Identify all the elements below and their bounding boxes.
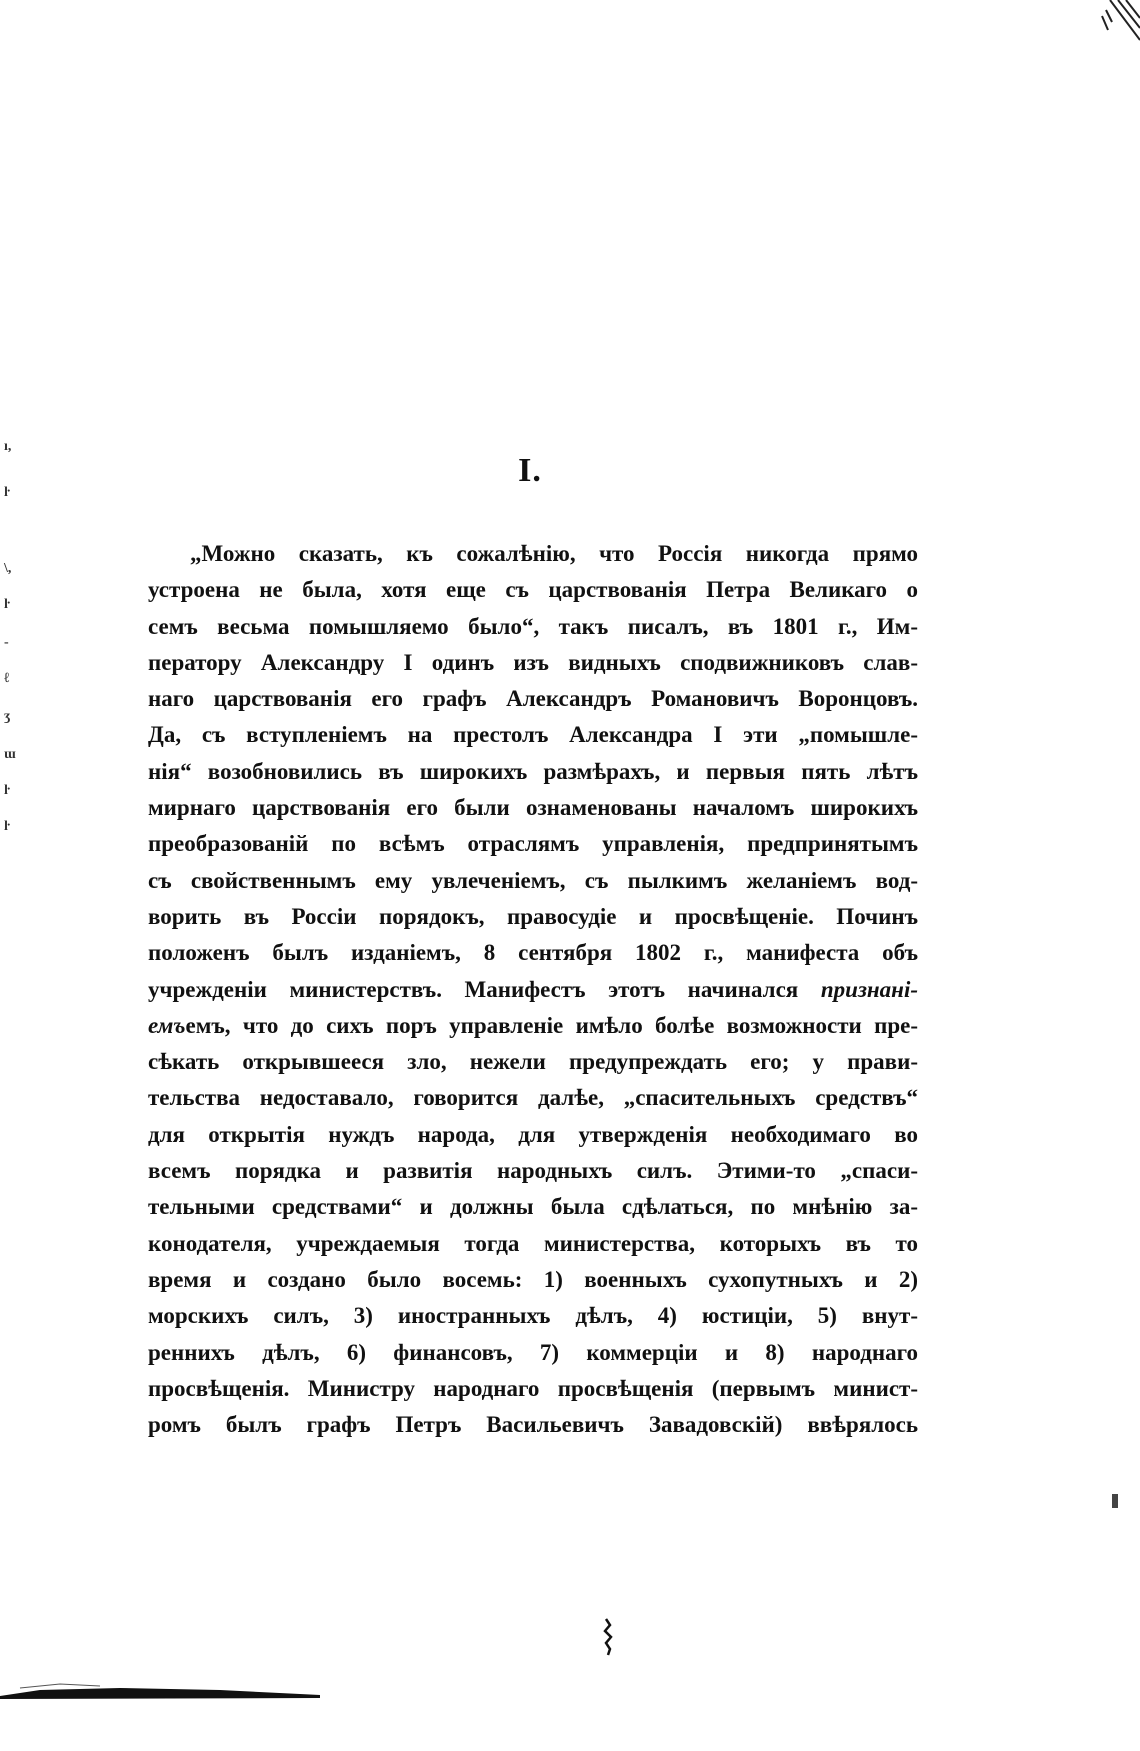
- text-line: всемъ порядка и развитія народныхъ силъ. Этими-то „спаси-: [148, 1158, 918, 1184]
- text-line: морскихъ силъ, 3) иностранныхъ дѣлъ, 4) юстиціи, 5) внут-: [148, 1303, 918, 1329]
- italic-word-cont: емъ: [148, 1012, 186, 1038]
- text-line: семъ весьма помышляемо было“, такъ писалъ, въ 1801 г., Им-: [148, 613, 918, 639]
- margin-mark: \,: [4, 561, 12, 576]
- text-line: время и создано было восемь: 1) военныхъ сухопутныхъ и 2): [148, 1266, 918, 1292]
- text-line: ператору Александру I одинъ изъ видныхъ сподвижниковъ слав-: [148, 649, 918, 675]
- text-line: „Можно сказать, къ сожалѣнію, что Россія никогда прямо: [190, 541, 918, 566]
- margin-mark: ı,: [4, 439, 12, 454]
- text-line: устроена не была, хотя еще съ царствованія Петра Великаго о: [148, 577, 918, 603]
- text-line: мирнаго царствованія его были ознаменованы началомъ широкихъ: [148, 795, 918, 821]
- text-segment: емъ, что до сихъ поръ управленіе имѣло болѣе возможности пре-: [185, 1012, 918, 1038]
- text-line: нія“ возобновились въ широкихъ размѣрахъ, и первыя пять лѣтъ: [148, 758, 918, 784]
- text-line: конодателя, учреждаемыя тогда министерства, которыхъ въ то: [148, 1230, 918, 1256]
- text-line: ворить въ Россіи порядокъ, правосудіе и просвѣщеніе. Починъ: [148, 903, 918, 929]
- margin-mark: ɯ: [4, 747, 16, 762]
- margin-mark: ŀ: [4, 819, 10, 834]
- text-line: положенъ былъ изданіемъ, 8 сентября 1802 г., манифеста объ: [148, 940, 918, 966]
- text-line: сѣкать открывшееся зло, нежели предупреждать его; у прави-: [148, 1049, 918, 1075]
- scan-streak-artifact: [0, 1670, 320, 1700]
- text-line: для открытія нуждъ народа, для утвержденія необходимаго во: [148, 1121, 918, 1147]
- margin-mark: ŀ: [4, 597, 10, 612]
- text-line: тельными средствами“ и должны была сдѣлаться, по мнѣнію за-: [148, 1194, 918, 1220]
- margin-mark: ŀ: [4, 485, 10, 500]
- text-line-with-italic: [148, 1008, 918, 1044]
- margin-mark: ŀ: [4, 783, 10, 798]
- margin-mark: ℓ: [4, 671, 10, 686]
- text-line: тельства недоставало, говорится далѣе, „спасительныхъ средствъ“: [148, 1085, 918, 1111]
- scan-corner-artifact: [1100, 0, 1140, 60]
- text-line: Да, съ вступленіемъ на престолъ Александра I эти „помышле-: [148, 722, 918, 748]
- text-line: наго царствованія его графъ Александръ Романовичъ Воронцовъ.: [148, 686, 918, 712]
- italic-word: признані-: [820, 976, 918, 1002]
- scan-edge-mark: [1112, 1494, 1118, 1508]
- chapter-numeral: I.: [518, 452, 542, 489]
- left-margin-marks: [4, 440, 26, 840]
- text-line: съ свойственнымъ ему увлеченіемъ, съ пылкимъ желаніемъ вод-: [148, 867, 918, 893]
- body-text: [148, 536, 918, 1443]
- text-line: ромъ былъ графъ Петръ Васильевичъ Завадовскій) ввѣрялось: [148, 1412, 918, 1438]
- text-line: просвѣщенія. Министру народнаго просвѣщенія (первымъ минист-: [148, 1375, 918, 1401]
- text-segment: учрежденіи министерствъ. Манифестъ этотъ начинался: [148, 976, 799, 1002]
- margin-mark: ʒ: [4, 709, 11, 724]
- text-line: реннихъ дѣлъ, 6) финансовъ, 7) коммерціи и 8) народнаго: [148, 1339, 918, 1365]
- text-line-with-italic: [148, 972, 918, 1008]
- text-line: преобразованій по всѣмъ отраслямъ управленія, предпринятымъ: [148, 831, 918, 857]
- margin-mark: -: [4, 635, 9, 650]
- scan-squiggle-artifact: [600, 1617, 618, 1657]
